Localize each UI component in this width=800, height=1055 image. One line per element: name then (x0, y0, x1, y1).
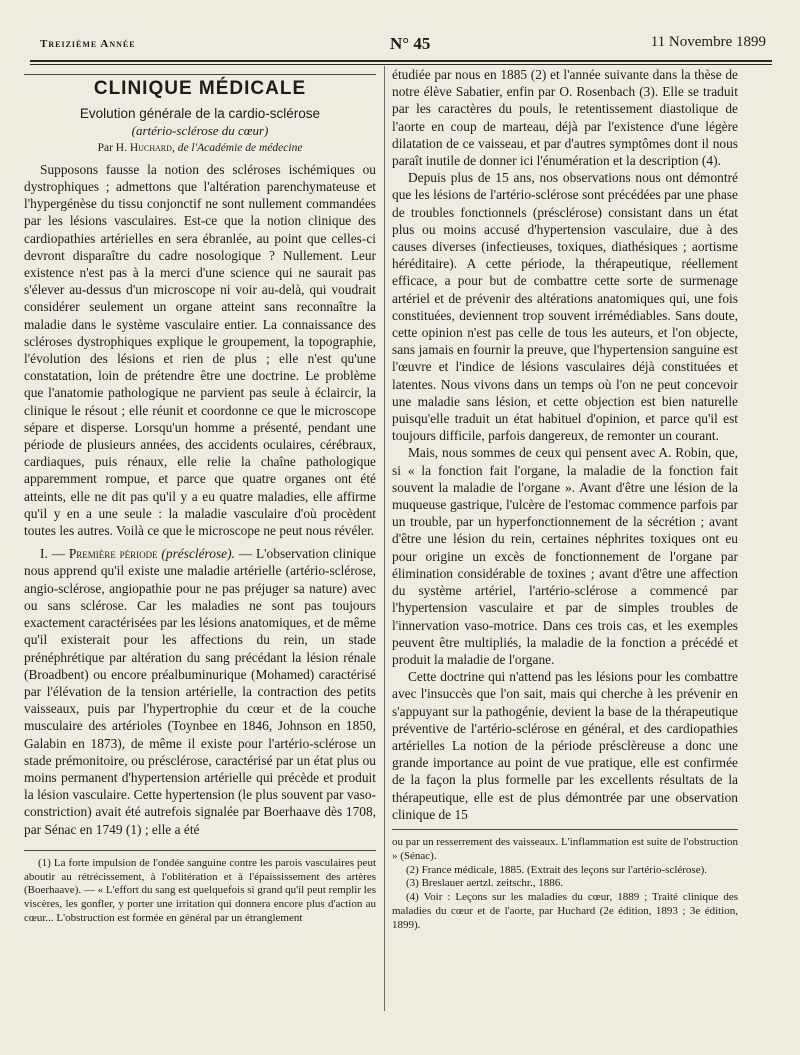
paragraph-intro: Supposons fausse la notion des scléroses ischémiques ou dystrophiques ; admettons que l'altération parenchymateuse et l'hypergénèse du tissu conjonctif ne sont nullement commandées par les lésions vasculaires. Est-ce que la notion clinique des cardiopathies artérielles en sera ébranlée, au point que celles-ci devront disparaître du cadre nosologique ? Nullement. Leur existence n'est pas à la merci d'une science qui ne saurait pas s'élever au-dessus d'un microscope ni voir au-delà, qui voudrait considérer seulement un organe atteint sans reconnaître la maladie dans le système vasculaire entier. La connaissance des scléroses dystrophiques explique le groupement, la topographie, l'évolution des lésions et rien de plus ; elle n'est qu'une constatation, loin de prétendre être une doctrine. Le problème que l'anatomie pathologique ne parvient pas seule à éclaircir, la clinique le résout ; elle réunit et coordonne ce que le microscope sépare et disperse. Lorsqu'un homme a présenté, pendant une période de plusieurs années, des accidents oculaires, cérébraux, cardiaques, puis rénaux, elle relie la chaîne pathologique apparemment rompue, et parce que quatre organes ont été atteints, elle ne dit pas qu'il y a eu quatre maladies, elle affirme qu'il y en a une seule : la maladie vasculaire d'où procèdent toutes les autres. Voilà ce que le microscope ne peut nous révéler. (24, 161, 376, 539)
right-column (392, 66, 738, 933)
article-title: Evolution générale de la cardio-sclérose (79, 106, 321, 122)
year-of-publication: Treizième Année (40, 38, 136, 50)
period-text: — L'observation clinique nous apprend qu'il existe une maladie artérielle (artério-sclérose, angio-sclérose, angiopathie pour ne pas préjuger sa nature) avec ou sans sclérose. Car les maladies ne sont pas toujours exactement caractérisées par les lésions anatomiques, et de même qu'il existerait pour les affections du rein, un stade prénéphrétique par altération du sang précédant la lésion rénale (Broadbent) ou encore préalbuminurique (Mohamed) caractérisé par l'élévation de la tension artérielle, la contraction des petits vaisseaux, puis par l'hypertrophie du cœur et de la couche musculaire des artérioles (Toynbee en 1846, Johnson en 1850, Galabin en 1873), de même il existe pour l'artério-sclérose un stade prémonitoire, ou présclérose, caractérisé par un état plus ou moins permanent d'hypertension artérielle qui précède et produit la lésion vasculaire. Cette hypertension (le plus souvent par vaso-constriction) avait été autrefois signalée par Boerhaave dès 1708, par Sénac en 1749 (1) ; elle a été (24, 546, 376, 837)
paragraph-observations: Depuis plus de 15 ans, nos observations nous ont démontré que les lésions de l'artério-sclérose sont précédées par une phase de troubles fonctionnels (présclérose) consistant dans un état plus ou moins accusé d'hypertension vasculaire, due à des causes diverses (infectieuses, toxiques, diathésiques ; aortisme héréditaire). A cette période, la thérapeutique, réellement efficace, a pour but de combattre cette sorte de surmenage artériel et de prévenir des altérations anatomiques qui, une fois constituées, deviennent trop souvent irrémédiables. Sans doute, cette opinion n'est pas celle de tous les auteurs, et l'on objecte, sans jamais en fournir la preuve, que l'hypertension sanguine est l'œuvre et l'indice de lésions vasculaires déjà constituées et latentes. Nous vivons dans un temps où l'on ne peut concevoir une maladie sans lésion, et cette objection est bien naturelle puisqu'elle traduit un état habituel d'opinion, et parce qu'il est toujours difficile, parfois dangereux, de remonter un courant. (392, 170, 738, 444)
footnote-1-continued: ou par un resserrement des vaisseaux. L'inflammation est suite de l'obstruction » (Sénac). (392, 835, 738, 862)
paragraph-robin: Mais, nous sommes de ceux qui pensent avec A. Robin, que, si « la fonction fait l'organe, la maladie de la fonction fait souvent la maladie de l'organe ». Avant d'être une lésion de la muqueuse gastrique, l'ulcère de l'estomac commence parfois par un trouble, par un hyperfonctionnement de la sécrétion ; avant d'être une lésion du rein, certaines néphrites toxiques ont eu pour origine un excès de fonctionnement de l'organe par élimination considérable de toxines ; avant d'être une affection du système artériel, l'artério-sclérose a commencé par l'hypertension vasculaire et par de simples troubles de l'innervation vaso-motrice. Dans ces trois cas, et les exemples peuvent être multipliés, la maladie de la fonction a précédé et produit la maladie de l'organe. (392, 445, 738, 667)
period-number: I. — (40, 546, 69, 562)
author-name: H. Huchard (115, 141, 172, 154)
page-header (30, 30, 772, 56)
paragraph-first-period (24, 545, 376, 837)
section-title: CLINIQUE MÉDICALE (24, 74, 376, 97)
byline-prefix: Par (97, 141, 116, 154)
header-rule-thin (30, 64, 772, 65)
author-affiliation: , de l'Académie de médecine (171, 141, 303, 154)
issue-number: N° 45 (390, 34, 431, 53)
footnotes-right (392, 829, 738, 933)
period-heading: Première période (68, 546, 158, 562)
paragraph-continuation: étudiée par nous en 1885 (2) et l'année suivante dans la thèse de notre élève Sabatier, enfin par O. Rosenbach (3). Elle se traduit par les caractères du pouls, le retentissement diastolique de l'aorte en coup de marteau, déjà par l'existence d'une légère dilatation de ce vaisseau, et par d'autres symptômes dont il nous paraît inutile de donner ici l'énumération et la description (4). (392, 67, 738, 169)
footnote-3: (3) Breslauer aertzl. zeitschr., 1886. (406, 877, 563, 890)
article-subtitle: (artério-sclérose du cœur) (131, 123, 269, 139)
footnote-2: (2) France médicale, 1885. (Extrait des leçons sur l'artério-sclérose). (406, 863, 708, 876)
period-subheading: (présclérose). (157, 546, 235, 562)
paragraph-doctrine: Cette doctrine qui n'attend pas les lésions pour les combattre avec l'insuccès que l'on sait, mais qui cherche à les prévenir en s'appuyant sur la pathogénie, devient la base de la thérapeutique préventive de l'artério-sclérose en général, et des cardiopathies artérielles La notion de la période présclèreuse a donc une grande importance au point de vue pratique, elle est confirmée de la façon la plus formelle par les excellents résultats de la thérapeutique, elle est de plus démontrée par une observation clinique de 15 (392, 669, 738, 822)
header-rule (30, 60, 772, 62)
byline (24, 140, 376, 157)
left-column (24, 68, 376, 926)
issue-date: 11 Novembre 1899 (650, 34, 766, 50)
footnote-1: (1) La forte impulsion de l'ondée sanguine contre les parois vasculaires peut aboutir au rétrécissement, à l'oblitération et à l'épaississement des artères (Boerhaave). — « L'effort du sang est quelquefois si grand qu'il peut remplir les viscères, les gonfler, y porter une irritation qui donnera encore plus d'action au cœur... L'obstruction est formée en général par un étranglement (24, 856, 376, 924)
column-divider (384, 66, 385, 1011)
footnotes-left (24, 850, 376, 926)
footnote-4: (4) Voir : Leçons sur les maladies du cœur, 1889 ; Traité clinique des maladies du cœur et de l'aorte, par Huchard (2e édition, 1893 ; 3e édition, 1899). (392, 891, 738, 931)
